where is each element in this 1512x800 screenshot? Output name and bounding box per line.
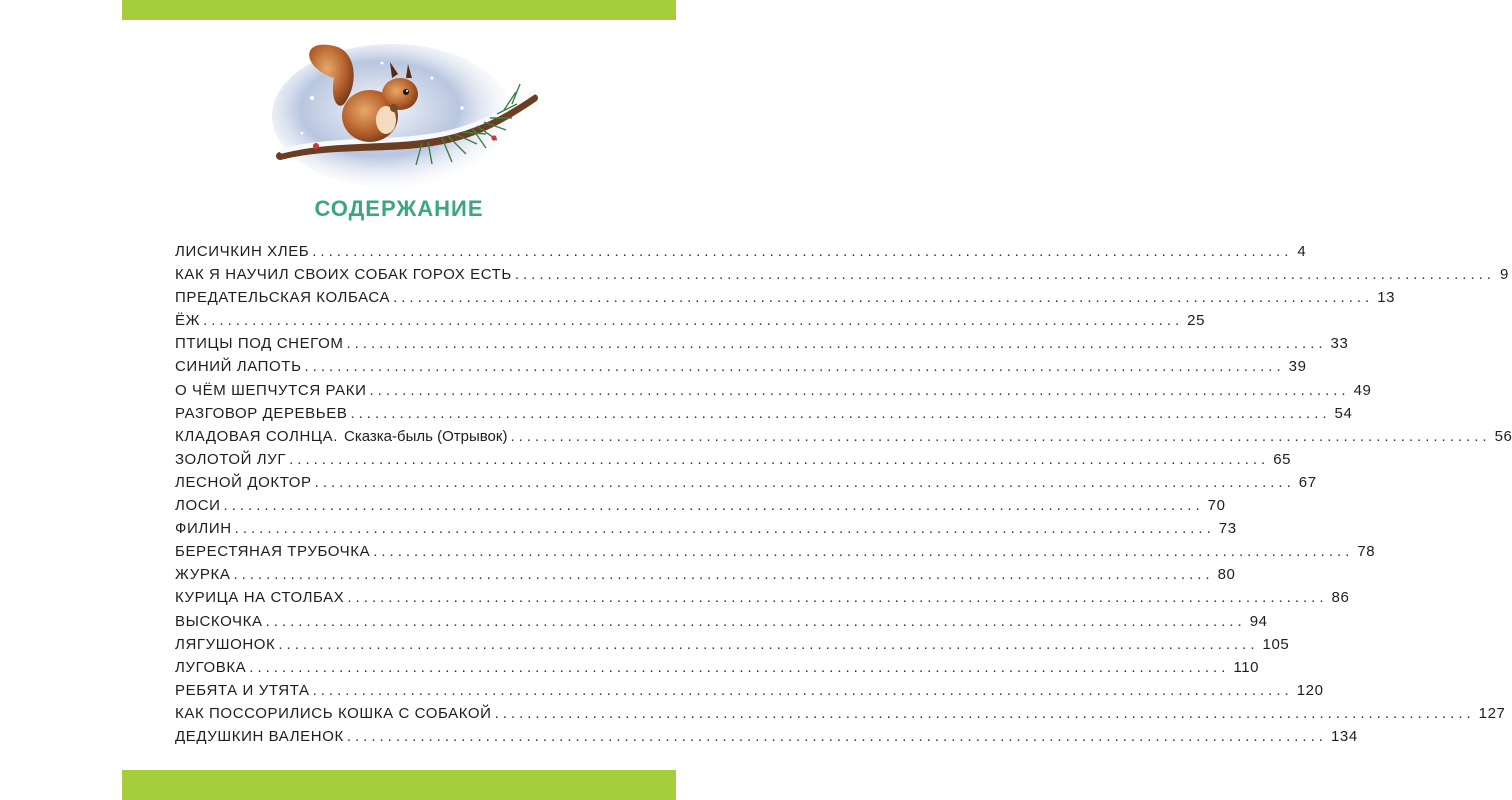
- dot-leader: ........................................................................................................................: [278, 635, 1259, 653]
- toc-entry-title: ЁЖ: [175, 312, 201, 330]
- toc-entry: [175, 681, 1324, 705]
- toc-entry: [175, 243, 1307, 266]
- bottom-band-scallop: [122, 769, 676, 777]
- bottom-decorative-band: [122, 770, 676, 800]
- dot-leader: ........................................................................................................................: [304, 358, 1285, 376]
- toc-entry: [175, 450, 1292, 474]
- toc-entry: [175, 497, 1226, 520]
- toc-entry-title: СИНИЙ ЛАПОТЬ: [175, 358, 302, 376]
- dot-leader: ........................................................................................................................: [514, 266, 1495, 284]
- squirrel-illustration: [272, 38, 542, 198]
- top-decorative-band: [122, 0, 676, 20]
- toc-entry-title: ДЕДУШКИН ВАЛЕНОК: [175, 727, 344, 745]
- toc-entry-title: КУРИЦА НА СТОЛБАХ: [175, 589, 345, 607]
- table-of-contents: [175, 243, 1512, 751]
- toc-entry-page-number: 4: [1297, 243, 1307, 260]
- toc-entry-page-number: 110: [1233, 658, 1260, 676]
- toc-entry: [175, 658, 1260, 682]
- toc-entry-title: ВЫСКОЧКА: [175, 612, 263, 630]
- toc-entry-title: ФИЛИН: [175, 520, 232, 538]
- dot-leader: ........................................................................................................................: [346, 727, 1327, 745]
- toc-entry-page-number: 105: [1262, 635, 1290, 653]
- toc-entry: [175, 589, 1350, 612]
- toc-entry-page-number: 80: [1217, 566, 1236, 584]
- toc-entry-page-number: 120: [1296, 681, 1324, 699]
- dot-leader: ........................................................................................................................: [223, 497, 1204, 515]
- dot-leader: ........................................................................................................................: [233, 566, 1214, 584]
- squirrel-eye: [403, 89, 409, 95]
- toc-entry: [175, 704, 1506, 728]
- dot-leader: ........................................................................................................................: [369, 381, 1350, 399]
- dot-leader: ........................................................................................................................: [234, 520, 1215, 538]
- dot-leader: ........................................................................................................................: [350, 404, 1331, 422]
- page-title: СОДЕРЖАНИЕ: [314, 196, 484, 221]
- squirrel-head: [382, 78, 418, 110]
- toc-entry: [175, 427, 1512, 451]
- dot-leader: ........................................................................................................................: [314, 473, 1295, 491]
- toc-entry: [175, 635, 1290, 659]
- toc-entry: [175, 381, 1372, 405]
- toc-entry-title: О ЧЁМ ШЕПЧУТСЯ РАКИ: [175, 381, 367, 399]
- toc-entry-page-number: 56: [1494, 427, 1512, 445]
- toc-entry: [175, 566, 1236, 589]
- dot-leader: ........................................................................................................................: [393, 289, 1374, 307]
- toc-entry-page-number: 94: [1249, 612, 1268, 630]
- dot-leader: ........................................................................................................................: [510, 427, 1491, 445]
- toc-entry-page-number: 33: [1330, 335, 1349, 353]
- dot-leader: ........................................................................................................................: [373, 543, 1354, 561]
- toc-entry: [175, 266, 1509, 289]
- toc-entry-title: ЗОЛОТОЙ ЛУГ: [175, 450, 287, 468]
- dot-leader: ........................................................................................................................: [312, 681, 1293, 699]
- toc-entry-page-number: 13: [1377, 289, 1396, 307]
- toc-entry-title: ПРЕДАТЕЛЬСКАЯ КОЛБАСА: [175, 289, 391, 307]
- toc-entry-page-number: 127: [1478, 704, 1506, 722]
- toc-entry-subtitle: Сказка-быль (Отрывок): [343, 427, 508, 445]
- toc-entry: [175, 335, 1349, 358]
- toc-entry-title: ЛУГОВКА: [175, 658, 247, 676]
- toc-entry-title: КАК ПОССОРИЛИСЬ КОШКА С СОБАКОЙ: [175, 704, 492, 722]
- toc-entry-title: РЕБЯТА И УТЯТА: [175, 681, 310, 699]
- toc-entry: [175, 727, 1358, 751]
- toc-entry-page-number: 54: [1334, 404, 1353, 422]
- toc-entry-page-number: 78: [1357, 543, 1376, 561]
- dot-leader: ........................................................................................................................: [203, 312, 1184, 330]
- dot-leader: ........................................................................................................................: [312, 243, 1293, 260]
- toc-entry: [175, 312, 1206, 335]
- toc-entry: [175, 289, 1396, 312]
- toc-entry-page-number: 9: [1500, 266, 1509, 284]
- toc-entry: [175, 543, 1376, 566]
- dot-leader: ........................................................................................................................: [289, 450, 1270, 468]
- toc-entry-page-number: 65: [1273, 450, 1292, 468]
- dot-leader: ........................................................................................................................: [494, 704, 1475, 722]
- toc-entry-page-number: 86: [1331, 589, 1350, 607]
- dot-leader: ........................................................................................................................: [346, 335, 1327, 353]
- dot-leader: ........................................................................................................................: [249, 658, 1230, 676]
- toc-entry-page-number: 49: [1353, 381, 1372, 399]
- toc-entry-page-number: 39: [1288, 358, 1307, 376]
- toc-entry: [175, 404, 1353, 428]
- toc-entry-title: ЛИСИЧКИН ХЛЕБ: [175, 243, 310, 260]
- toc-entry-title: РАЗГОВОР ДЕРЕВЬЕВ: [175, 404, 348, 422]
- toc-entry: [175, 612, 1268, 636]
- toc-entry-title: ЛЕСНОЙ ДОКТОР: [175, 473, 312, 491]
- top-band-scallop: [122, 13, 676, 21]
- dot-leader: ........................................................................................................................: [347, 589, 1328, 607]
- toc-entry-title: ЛЯГУШОНОК: [175, 635, 276, 653]
- toc-entry-title: БЕРЕСТЯНАЯ ТРУБОЧКА: [175, 543, 371, 561]
- toc-entry-page-number: 25: [1187, 312, 1206, 330]
- toc-entry: [175, 473, 1317, 497]
- toc-entry-title: ЖУРКА: [175, 566, 231, 584]
- toc-entry: [175, 520, 1237, 543]
- toc-entry-title: ЛОСИ: [175, 497, 221, 515]
- toc-entry-page-number: 70: [1207, 497, 1226, 515]
- dot-leader: ........................................................................................................................: [265, 612, 1246, 630]
- toc-entry-page-number: 73: [1218, 520, 1237, 538]
- toc-entry-title: ПТИЦЫ ПОД СНЕГОМ: [175, 335, 344, 353]
- toc-entry-page-number: 67: [1298, 473, 1317, 491]
- book-page: [122, 0, 1512, 800]
- toc-entry: [175, 358, 1307, 381]
- squirrel-paws: [390, 104, 398, 112]
- toc-entry-title: КЛАДОВАЯ СОЛНЦА.: [175, 427, 338, 445]
- toc-entry-page-number: 134: [1330, 727, 1358, 745]
- toc-entry-title: КАК Я НАУЧИЛ СВОИХ СОБАК ГОРОХ ЕСТЬ: [175, 266, 512, 284]
